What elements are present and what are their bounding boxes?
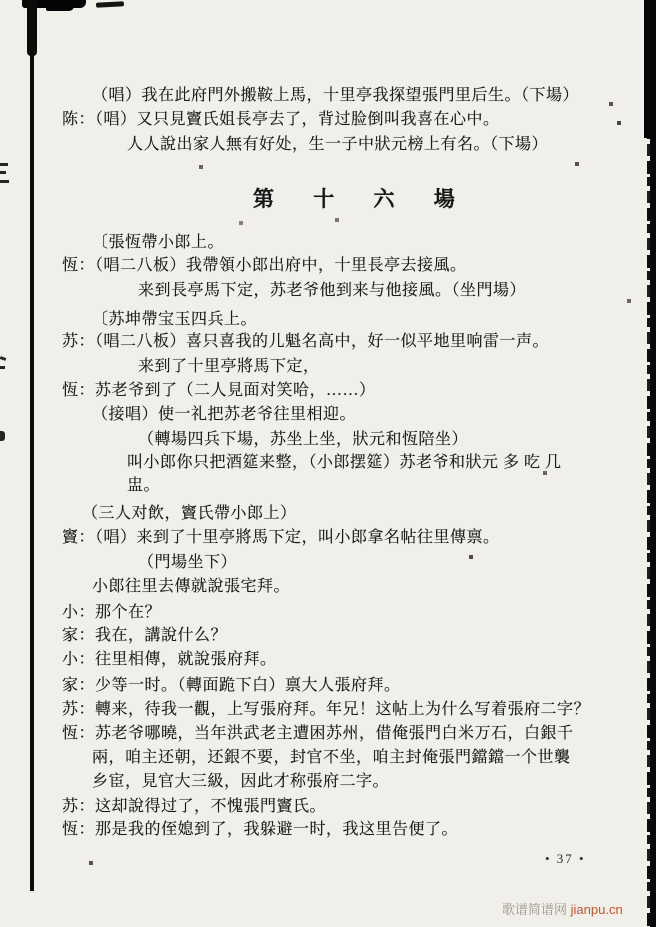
script-line: 小：往里相傳，就說張府拜。: [62, 651, 277, 668]
script-line: 〔張恆帶小郎上。: [92, 234, 225, 251]
facing-page-fragment: [0, 171, 6, 174]
scan-specks: [0, 0, 2, 2]
watermark: [502, 899, 623, 918]
script-line: 苏：（唱二八板）喜只喜我的儿魁名高中，好一似平地里响雷一声。: [62, 333, 550, 350]
script-line: 竇：（唱）来到了十里亭將馬下定，叫小郎拿名帖往里傳禀。: [62, 529, 500, 546]
script-line: 叫小郎你只把酒筵来整，（小郎摆筵）苏老爷和狀元 多 吃 几: [127, 454, 562, 471]
script-line: 人人說出家人無有好处，生一子中狀元榜上有名。（下場）: [127, 136, 549, 153]
script-line: 苏：轉来，待我一觀，上写張府拜。年兄！这帖上为什么写着張府二字？: [62, 701, 591, 718]
watermark-site-url: jianpu.cn: [570, 902, 623, 917]
script-line: 小郎往里去傳就說張宅拜。: [92, 578, 291, 595]
facing-page-fragment: [0, 180, 9, 183]
script-line: 恆：那是我的侄媳到了，我躲避一时，我这里告便了。: [62, 821, 459, 838]
script-line: （轉場四兵下場，苏坐上坐，狀元和恆陪坐）: [138, 431, 469, 448]
page-edge-shadow: [644, 0, 656, 138]
script-line: 家：我在，講說什么？: [62, 627, 228, 644]
facing-page-fragment: [0, 366, 5, 369]
script-line: 陈：（唱）又只見竇氏姐長亭去了，背过脸倒叫我喜在心中。: [62, 111, 500, 128]
facing-page-fragment: [0, 163, 8, 166]
script-line: 恆：（唱二八板）我帶領小郎出府中，十里長亭去接風。: [62, 257, 467, 274]
script-line: 兩，咱主还朝，还銀不要，封官不坐，咱主封俺張門鐺鐺一个世襲: [92, 749, 571, 766]
script-line: 恆：苏老爷到了（二人見面对笑哈，……）: [62, 382, 376, 399]
script-line: 乡宦，見官大三級，因此才称張府二字。: [92, 773, 390, 790]
page-number: • 37 •: [545, 851, 586, 866]
watermark-site-name: 歌谱简谱网: [502, 902, 568, 917]
book-spine-line: [30, 0, 34, 891]
script-line: 恆：苏老爷哪曉，当年洪武老主遭困苏州，借俺張門白米万石，白銀千: [62, 725, 574, 742]
scene-title: 第 十 六 場: [253, 187, 472, 211]
scan-ink-blob: [46, 6, 74, 11]
script-line: （接唱）使一礼把苏老爷往里相迎。: [92, 406, 357, 423]
script-line: 盅。: [127, 477, 161, 494]
script-line: （門場坐下）: [138, 554, 238, 571]
facing-page-fragment: [0, 356, 6, 361]
script-line: 小：那个在？: [62, 604, 162, 621]
script-line: 来到長亭馬下定，苏老爷他到来与他接風。（坐門場）: [138, 282, 527, 299]
page-edge-shadow: [650, 0, 656, 927]
script-line: 家：少等一时。（轉面跪下白）禀大人張府拜。: [62, 677, 401, 694]
script-line: 来到了十里亭將馬下定，: [138, 358, 320, 375]
script-line: 苏：这却說得过了，不愧張門竇氏。: [62, 798, 327, 815]
script-line: （三人对飲，竇氏帶小郎上）: [82, 505, 297, 522]
script-line: 〔苏坤帶宝玉四兵上。: [92, 311, 258, 328]
script-line: （唱）我在此府門外搬鞍上馬，十里亭我探望張門里后生。（下場）: [92, 87, 580, 104]
facing-page-fragment: [0, 431, 5, 441]
scan-mark: [96, 1, 124, 7]
